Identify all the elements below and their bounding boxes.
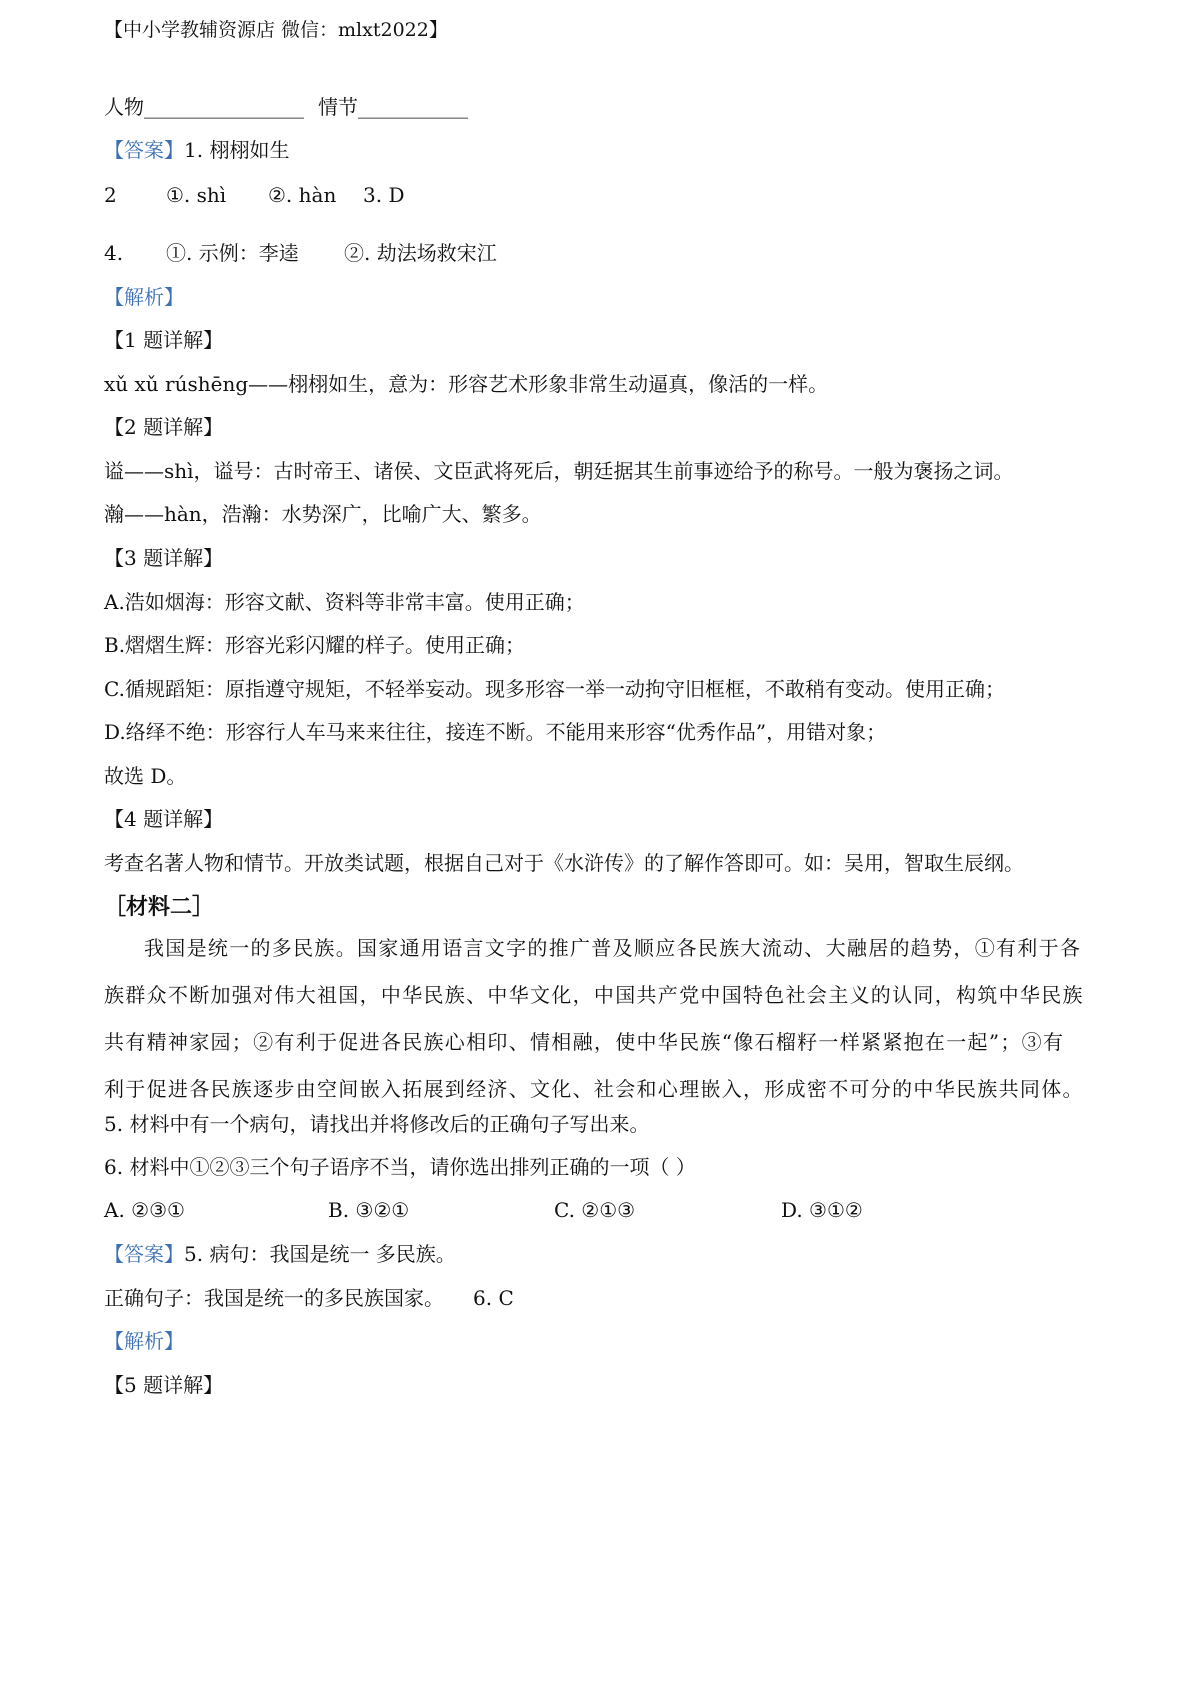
answer-4-b: ②. 劫法场救宋江 (344, 241, 497, 265)
question-6-stem: 6. 材料中①②③三个句子语序不当，请你选出排列正确的一项（ ） (104, 1155, 696, 1179)
detail-4-text: 考查名著人物和情节。开放类试题，根据自己对于《水浒传》的了解作答即可。如：吴用，智取生辰纲。 (104, 851, 1024, 875)
answer-2-number: 2 (104, 183, 117, 207)
answer-2-line-2 (104, 1284, 514, 1312)
answer-line-3 (104, 239, 497, 267)
q4-plot-blank: 情节___________ (318, 95, 468, 119)
detail-3-option-c: C.循规蹈矩：原指遵守规矩，不轻举妄动。现多形容一举一动拘守旧框框，不敢稍有变动。使用正确； (104, 677, 1005, 701)
option-c: C. ②①③ (554, 1198, 636, 1222)
answer-2-b: ②. hàn (268, 183, 337, 207)
question-5: 5. 材料中有一个病句，请找出并将修改后的正确句子写出来。 (104, 1112, 650, 1136)
detail-5-title: 【5 题详解】 (104, 1373, 224, 1397)
detail-3-conclusion: 故选 D。 (104, 764, 187, 788)
answer-line-2 (104, 181, 404, 209)
answer-tag: 【答案】 (104, 1242, 184, 1266)
detail-2-text-1: 谥——shì，谥号：古时帝王、诸侯、文臣武将死后，朝廷据其生前事迹给予的称号。一般为褒扬之词。 (104, 459, 1014, 483)
detail-1-title: 【1 题详解】 (104, 328, 224, 352)
answer-2-line-1 (104, 1240, 456, 1268)
answer-3: 3. D (363, 183, 405, 207)
answer-4-number: 4. (104, 241, 124, 265)
analysis-tag: 【解析】 (104, 285, 184, 309)
question-6-options (104, 1196, 863, 1224)
detail-3-option-d: D.络绎不绝：形容行人车马来来往往，接连不断。不能用来形容“优秀作品”，用错对象； (104, 720, 887, 744)
option-b: B. ③②① (328, 1198, 410, 1222)
analysis-2-tag: 【解析】 (104, 1329, 184, 1353)
answer-line-1 (104, 136, 289, 164)
answer-2-a: ①. shì (166, 183, 227, 207)
option-d: D. ③①② (781, 1198, 863, 1222)
material-2-passage (104, 925, 1096, 1113)
answer-tag: 【答案】 (104, 138, 184, 162)
material-2-line: 族群众不断加强对伟大祖国，中华民族、中华文化，中国共产党中国特色社会主义的认同，构筑中华民族 (104, 983, 1084, 1007)
material-2-title: ［材料二］ (104, 894, 215, 920)
detail-3-title: 【3 题详解】 (104, 546, 224, 570)
answer-1: 1. 栩栩如生 (184, 138, 290, 162)
detail-3-option-a: A.浩如烟海：形容文献、资料等非常丰富。使用正确； (104, 590, 585, 614)
material-2-line: 共有精神家园；②有利于促进各民族心相印、情相融，使中华民族“像石榴籽一样紧紧抱在一起”；③有 (104, 1030, 1065, 1054)
material-2-line: 我国是统一的多民族。国家通用语言文字的推广普及顺应各民族大流动、大融居的趋势，①有利于各 (144, 936, 1082, 960)
detail-4-title: 【4 题详解】 (104, 807, 224, 831)
answer-5-corrected: 正确句子：我国是统一的多民族国家。 (104, 1286, 444, 1310)
answer-4-a: ①. 示例：李逵 (166, 241, 299, 265)
detail-2-title: 【2 题详解】 (104, 415, 224, 439)
detail-3-option-b: B.熠熠生辉：形容光彩闪耀的样子。使用正确； (104, 633, 526, 657)
option-a: A. ②③① (104, 1198, 185, 1222)
answer-5: 5. 病句：我国是统一 多民族。 (184, 1242, 456, 1266)
header-watermark: 【中小学教辅资源店 微信：mlxt2022】 (104, 19, 448, 41)
detail-1-text: xǔ xǔ rúshēng——栩栩如生，意为：形容艺术形象非常生动逼真，像活的一样。 (104, 372, 829, 396)
material-2-line: 利于促进各民族逐步由空间嵌入拓展到经济、文化、社会和心理嵌入，形成密不可分的中华民族共同体。 (104, 1077, 1084, 1101)
detail-2-text-2: 瀚——hàn，浩瀚：水势深广，比喻广大、繁多。 (104, 502, 542, 526)
q4-person-blank: 人物________________ (104, 95, 304, 119)
answer-6: 6. C (473, 1286, 514, 1310)
